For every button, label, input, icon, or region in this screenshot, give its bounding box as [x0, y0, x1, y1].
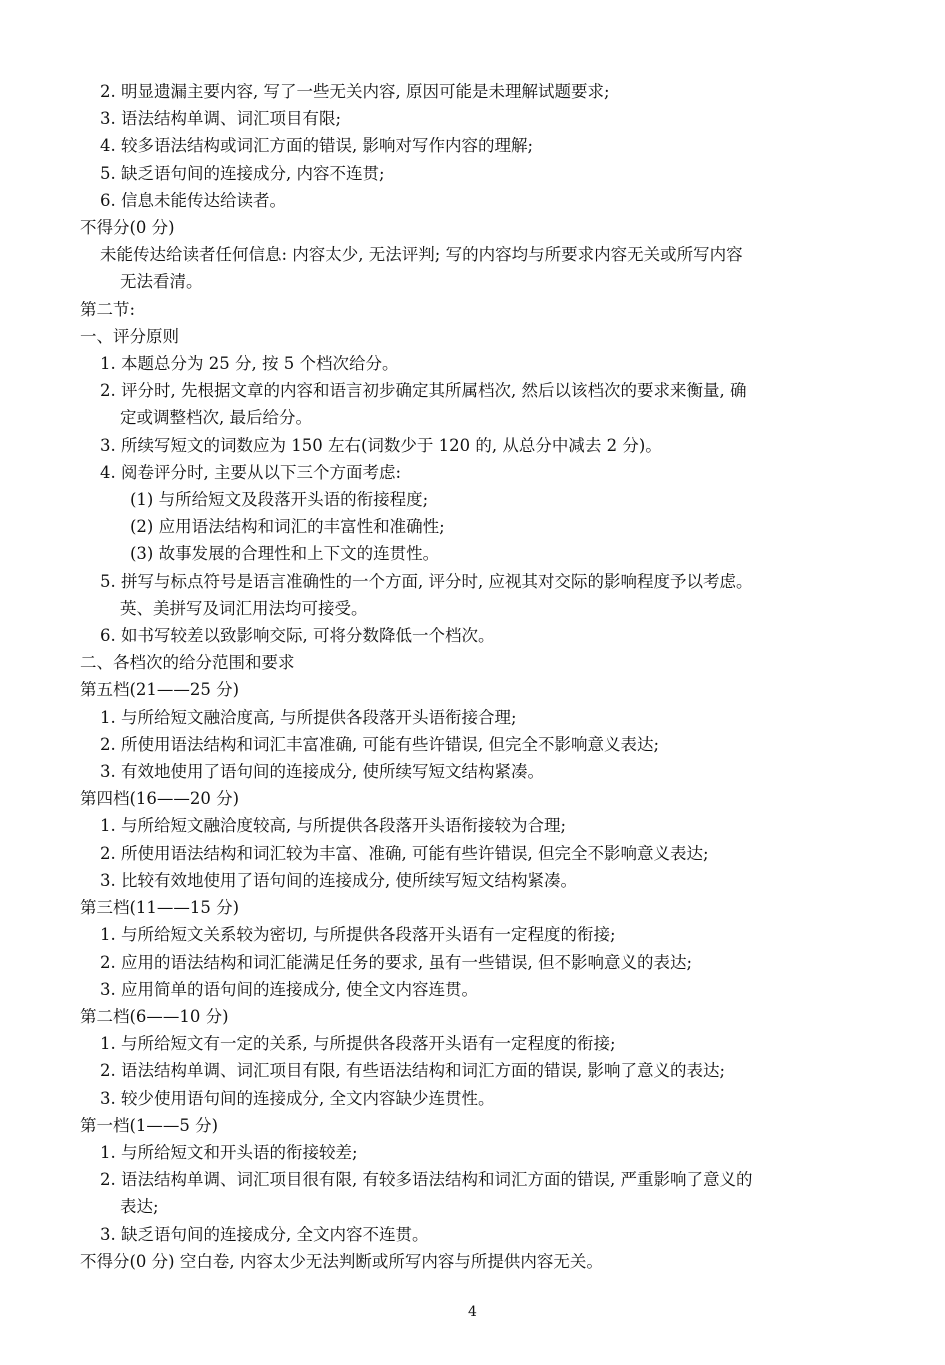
- list-item: 3. 较少使用语句间的连接成分, 全文内容缺少连贯性。: [100, 1088, 495, 1108]
- list-item: 6. 如书写较差以致影响交际, 可将分数降低一个档次。: [100, 626, 495, 646]
- sub-list-item: (2) 应用语法结构和词汇的丰富性和准确性;: [130, 517, 445, 537]
- line-continuation: 表达;: [120, 1197, 159, 1217]
- list-item: 3. 缺乏语句间的连接成分, 全文内容不连贯。: [100, 1224, 429, 1244]
- list-item: 1. 与所给短文关系较为密切, 与所提供各段落开头语有一定程度的衔接;: [100, 925, 616, 945]
- list-item: [80, 377, 880, 431]
- list-item: 2. 所使用语法结构和词汇丰富准确, 可能有些许错误, 但完全不影响意义表达;: [100, 734, 660, 754]
- document-body: [80, 78, 880, 1275]
- line-text: 2. 语法结构单调、词汇项目很有限, 有较多语法结构和词汇方面的错误, 严重影响了意义的: [100, 1170, 753, 1190]
- section-heading: 不得分(0 分): [80, 218, 175, 238]
- list-item: 3. 有效地使用了语句间的连接成分, 使所续写短文结构紧凑。: [100, 762, 544, 782]
- list-item: 2. 应用的语法结构和词汇能满足任务的要求, 虽有一些错误, 但不影响意义的表达;: [100, 952, 693, 972]
- section-heading: 一、评分原则: [80, 326, 179, 346]
- line-continuation: 无法看清。: [120, 272, 203, 292]
- list-item: 1. 与所给短文融洽度较高, 与所提供各段落开头语衔接较为合理;: [100, 816, 567, 836]
- list-item: 2. 所使用语法结构和词汇较为丰富、准确, 可能有些许错误, 但完全不影响意义表达;: [100, 843, 709, 863]
- section-heading: 不得分(0 分) 空白卷, 内容太少无法判断或所写内容与所提供内容无关。: [80, 1251, 603, 1271]
- list-item: 1. 与所给短文有一定的关系, 与所提供各段落开头语有一定程度的衔接;: [100, 1034, 616, 1054]
- section-heading: 第一档(1——5 分): [80, 1115, 219, 1135]
- list-item: 1. 与所给短文和开头语的衔接较差;: [100, 1142, 358, 1162]
- list-item: 2. 明显遗漏主要内容, 写了一些无关内容, 原因可能是未理解试题要求;: [100, 82, 610, 101]
- section-heading: 第二档(6——10 分): [80, 1006, 229, 1026]
- list-item: [80, 241, 880, 295]
- list-item: 2. 语法结构单调、词汇项目有限, 有些语法结构和词汇方面的错误, 影响了意义的表达;: [100, 1061, 726, 1081]
- list-item: 4. 阅卷评分时, 主要从以下三个方面考虑:: [100, 462, 402, 482]
- list-item: 3. 比较有效地使用了语句间的连接成分, 使所续写短文结构紧凑。: [100, 870, 577, 890]
- list-item: [80, 568, 880, 622]
- sub-list-item: (3) 故事发展的合理性和上下文的连贯性。: [130, 544, 440, 564]
- section-heading: 第五档(21——25 分): [80, 680, 240, 700]
- page-number: 4: [468, 1304, 477, 1320]
- list-item: 5. 缺乏语句间的连接成分, 内容不连贯;: [100, 163, 385, 183]
- list-item: [80, 1166, 880, 1220]
- line-continuation: 定或调整档次, 最后给分。: [120, 408, 312, 428]
- line-continuation: 英、美拼写及词汇用法均可接受。: [120, 598, 368, 618]
- sub-list-item: (1) 与所给短文及段落开头语的衔接程度;: [130, 490, 429, 510]
- section-heading: 第四档(16——20 分): [80, 789, 240, 809]
- list-item: 1. 本题总分为 25 分, 按 5 个档次给分。: [100, 354, 399, 374]
- line-text: 5. 拼写与标点符号是语言准确性的一个方面, 评分时, 应视其对交际的影响程度予以考虑。: [100, 571, 753, 591]
- section-heading: 第三档(11——15 分): [80, 898, 240, 918]
- line-text: 未能传达给读者任何信息: 内容太少, 无法评判; 写的内容均与所要求内容无关或所写内容: [100, 245, 743, 265]
- section-heading: 第二节:: [80, 299, 136, 319]
- section-heading: 二、各档次的给分范围和要求: [80, 653, 295, 673]
- list-item: 6. 信息未能传达给读者。: [100, 190, 286, 210]
- line-text: 2. 评分时, 先根据文章的内容和语言初步确定其所属档次, 然后以该档次的要求来衡量, 确: [100, 381, 747, 401]
- list-item: 3. 所续写短文的词数应为 150 左右(词数少于 120 的, 从总分中减去 2 分)。: [100, 435, 662, 455]
- list-item: 3. 语法结构单调、词汇项目有限;: [100, 109, 342, 129]
- list-item: 3. 应用简单的语句间的连接成分, 使全文内容连贯。: [100, 979, 478, 999]
- list-item: 1. 与所给短文融洽度高, 与所提供各段落开头语衔接合理;: [100, 707, 517, 727]
- list-item: 4. 较多语法结构或词汇方面的错误, 影响对写作内容的理解;: [100, 136, 534, 156]
